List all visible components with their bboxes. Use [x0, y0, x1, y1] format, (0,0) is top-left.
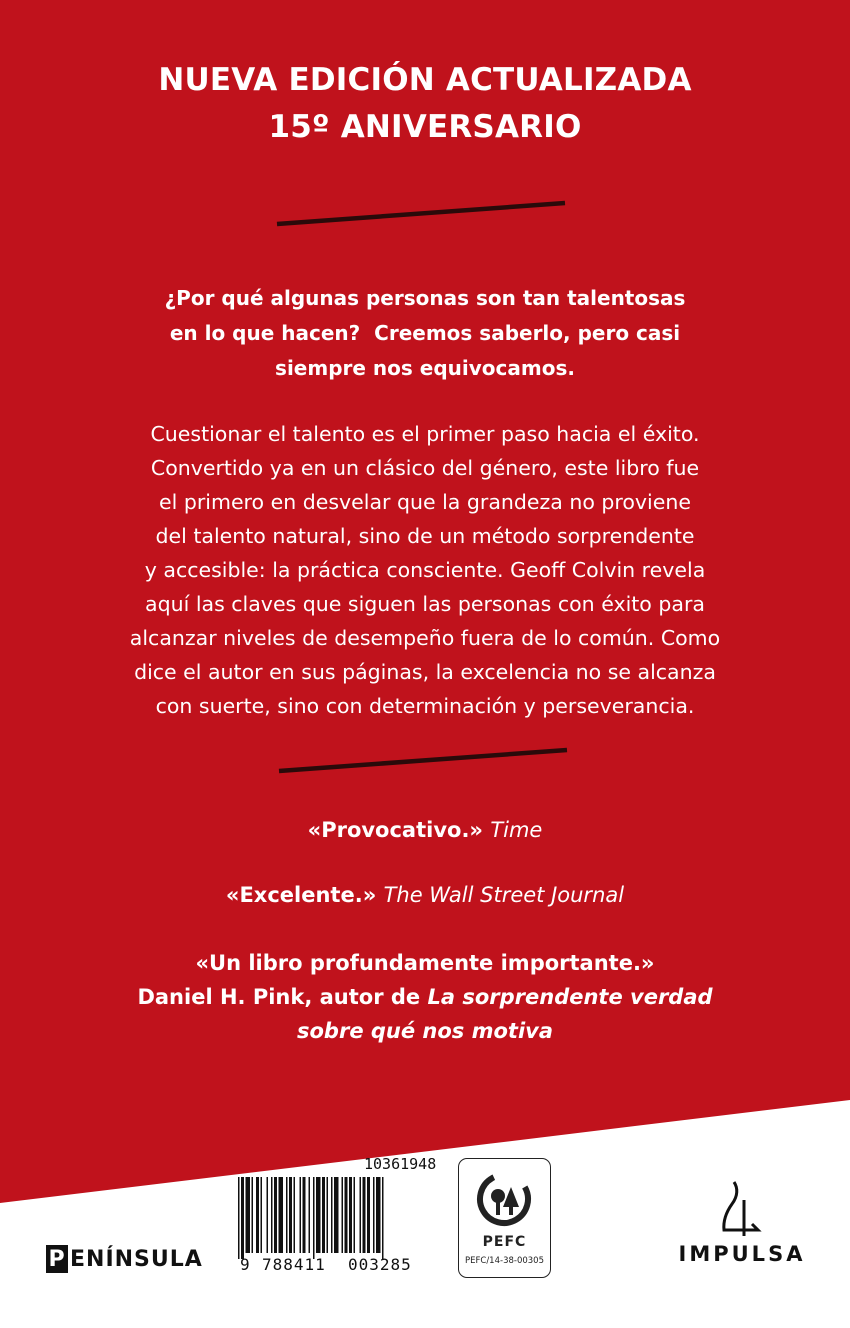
- impulsa-mark-icon: [672, 1178, 812, 1242]
- barcode-block: [218, 1155, 448, 1280]
- barcode-bar: [303, 1177, 306, 1253]
- description-line: alcanzar niveles de desempeño fuera de lo común. Como: [129, 626, 721, 650]
- description-line: Cuestionar el talento es el primer paso hacia el éxito.: [150, 422, 700, 446]
- barcode-bar: [300, 1177, 302, 1253]
- quote-book-title-cont: sobre qué nos motiva: [297, 1019, 553, 1043]
- barcode-bar: [294, 1177, 296, 1253]
- barcode-bar: [271, 1177, 273, 1253]
- barcode-bar: [316, 1177, 321, 1253]
- barcode-bar: [376, 1177, 381, 1253]
- edition-title: NUEVA EDICIÓN ACTUALIZADA: [158, 62, 692, 98]
- hook-question: [0, 281, 850, 386]
- barcode-bar: [252, 1177, 254, 1253]
- barcode-bar: [360, 1177, 362, 1253]
- question-line: ¿Por qué algunas personas son tan talentosas: [164, 286, 686, 310]
- quote-source: Time: [490, 818, 543, 842]
- barcode-bar: [267, 1177, 269, 1253]
- impulsa-name: IMPULSA: [678, 1242, 806, 1266]
- quote-author: Daniel H. Pink, autor de: [137, 985, 421, 1009]
- barcode-bar: [286, 1177, 288, 1253]
- internal-code: 10361948: [364, 1155, 437, 1173]
- description-line: dice el autor en sus páginas, la excelencia no se alcanza: [134, 660, 716, 684]
- barcode-bars: [218, 1155, 448, 1280]
- barcode-bar: [246, 1177, 251, 1253]
- impulsa-logo: [672, 1178, 812, 1266]
- quote-text: «Un libro profundamente importante.»: [195, 951, 655, 975]
- barcode-bar: [382, 1177, 384, 1259]
- quote-wsj: [0, 878, 850, 912]
- description-line: del talento natural, sino de un método sorprendente: [155, 524, 695, 548]
- peninsula-initial: P: [46, 1245, 68, 1273]
- description-line: aquí las claves que siguen las personas con éxito para: [145, 592, 705, 616]
- anniversary-title: 15º ANIVERSARIO: [268, 109, 582, 145]
- pefc-label: PEFC: [482, 1234, 527, 1250]
- question-line: siempre nos equivocamos.: [275, 356, 575, 380]
- peninsula-logo: [46, 1245, 203, 1273]
- description-paragraph: [0, 417, 850, 723]
- description-line: Convertido ya en un clásico del género, este libro fue: [150, 456, 700, 480]
- peninsula-name: ENÍNSULA: [70, 1246, 203, 1272]
- barcode-bar: [334, 1177, 339, 1253]
- quote-time: [0, 813, 850, 847]
- barcode-bar: [256, 1177, 259, 1253]
- quote-book-title: La sorprendente verdad: [427, 985, 713, 1009]
- quote-text: «Provocativo.»: [307, 818, 483, 842]
- description-line: el primero en desvelar que la grandeza no proviene: [159, 490, 691, 514]
- barcode-bar: [241, 1177, 244, 1259]
- barcode-bar: [309, 1177, 311, 1253]
- barcode-bar: [327, 1177, 329, 1253]
- barcode-bar: [367, 1177, 370, 1253]
- barcode-bar: [373, 1177, 375, 1253]
- barcode-bar: [274, 1177, 277, 1253]
- description-line: con suerte, sino con determinación y perseverancia.: [155, 694, 695, 718]
- barcode-bar: [354, 1177, 356, 1253]
- barcode-bar: [238, 1177, 240, 1259]
- quote-pink: [0, 946, 850, 1048]
- barcode-bar: [345, 1177, 348, 1253]
- quote-source: The Wall Street Journal: [383, 883, 625, 907]
- description-line: y accesible: la práctica consciente. Geoff Colvin revela: [144, 558, 706, 582]
- isbn-group-2: 003285: [348, 1255, 412, 1274]
- quote-attribution: [0, 980, 850, 1014]
- barcode-bar: [279, 1177, 284, 1253]
- barcode-bar: [349, 1177, 352, 1253]
- barcode-bar: [331, 1177, 333, 1253]
- barcode-bar: [322, 1177, 325, 1253]
- pefc-code: PEFC/14-38-00305: [465, 1256, 544, 1266]
- barcode-bar: [261, 1177, 263, 1253]
- isbn-prefix: 9: [240, 1255, 250, 1274]
- barcode-bar: [313, 1177, 315, 1259]
- barcode-bar: [289, 1177, 292, 1253]
- quote-text: «Excelente.»: [225, 883, 377, 907]
- barcode-bar: [363, 1177, 366, 1253]
- isbn-group-1: 788411: [262, 1255, 326, 1274]
- barcode-bar: [342, 1177, 344, 1253]
- question-line: en lo que hacen? Creemos saberlo, pero casi: [169, 321, 681, 345]
- pefc-certification: [458, 1158, 551, 1278]
